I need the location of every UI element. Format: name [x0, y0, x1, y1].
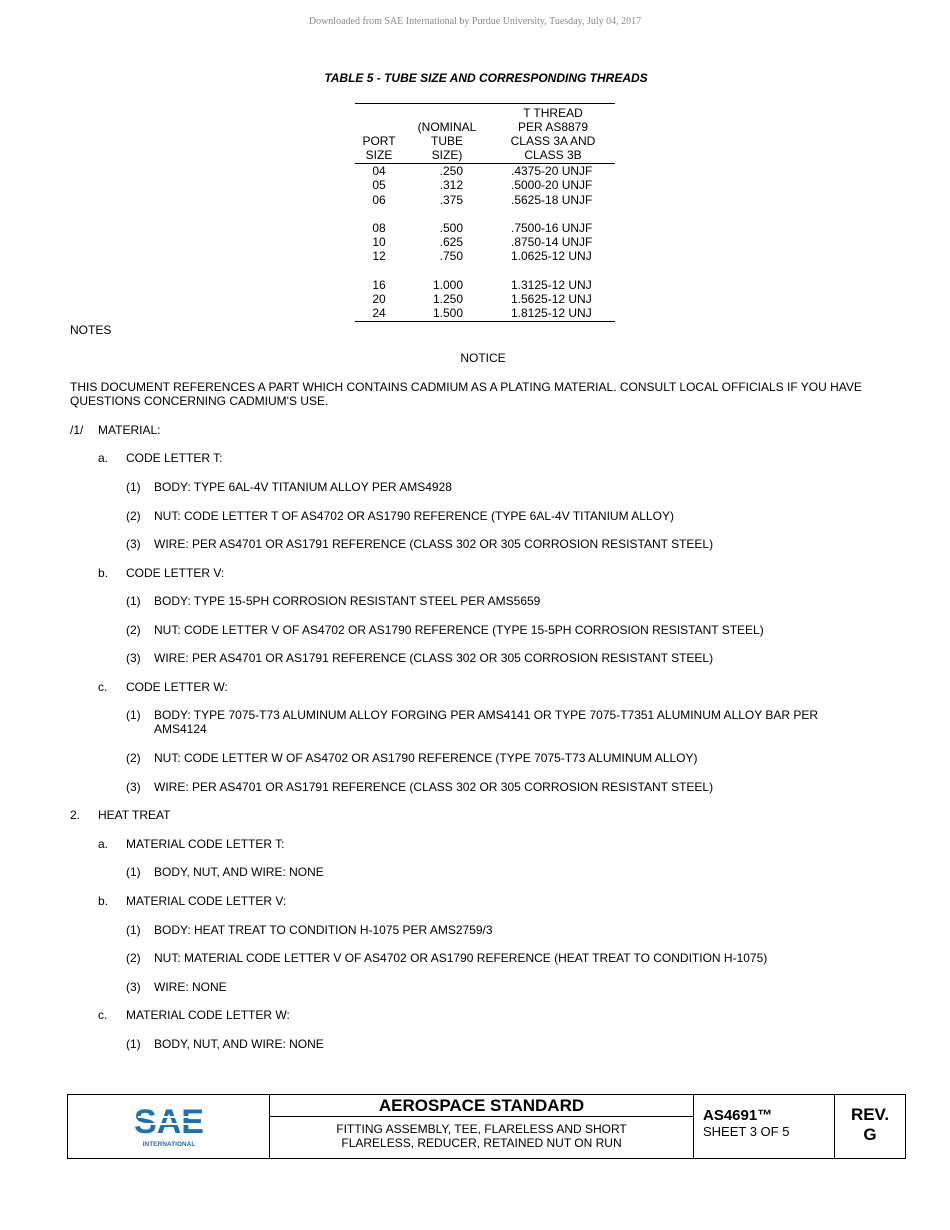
item-number: (3) [126, 980, 141, 994]
table-row [355, 164, 615, 179]
revision-cell [835, 1095, 905, 1158]
subsection-letter: a. [98, 451, 109, 465]
revision-value: G [863, 1125, 877, 1144]
subsection-title: MATERIAL CODE LETTER V: [126, 894, 287, 908]
subsection-letter: c. [98, 680, 108, 694]
item-number: (1) [126, 594, 141, 608]
header-thread: T THREAD PER AS8879 CLASS 3A AND CLASS 3B [491, 104, 615, 164]
item-text: BODY, NUT, AND WIRE: NONE [154, 865, 324, 879]
subsection-title: MATERIAL CODE LETTER T: [126, 837, 285, 851]
sheet-number: SHEET 3 OF 5 [703, 1124, 790, 1139]
subsection-title: MATERIAL CODE LETTER W: [126, 1008, 290, 1022]
item-number: (2) [126, 623, 141, 637]
section-title-heat-treat: HEAT TREAT [98, 808, 171, 822]
cell-port: 10 [372, 235, 386, 250]
item-number: (3) [126, 537, 141, 551]
cell-port: 16 [372, 277, 386, 292]
cell-port: 12 [372, 249, 386, 264]
cell-port: 20 [372, 292, 386, 307]
cell-port: 06 [372, 192, 386, 207]
item-text: WIRE: NONE [154, 980, 227, 994]
item-number: (2) [126, 751, 141, 765]
subsection-letter: b. [98, 894, 109, 908]
item-text: BODY, NUT, AND WIRE: NONE [154, 1037, 324, 1051]
cell-nominal: .250 [439, 164, 463, 178]
table-row [355, 235, 615, 249]
sae-logo-mark [68, 1095, 270, 1158]
section-title-material: MATERIAL: [98, 423, 161, 437]
subsection-title: CODE LETTER V: [126, 566, 225, 580]
table-row [355, 249, 615, 263]
svg-text:INTERNATIONAL: INTERNATIONAL [142, 1141, 196, 1148]
item-text: BODY: TYPE 6AL-4V TITANIUM ALLOY PER AMS4928 [154, 480, 452, 494]
cell-thread: .8750-14 UNJF [511, 235, 593, 250]
header-port-size: PORT SIZE [355, 104, 403, 164]
item-text: WIRE: PER AS4701 OR AS1791 REFERENCE (CLASS 302 OR 305 CORROSION RESISTANT STEEL) [154, 651, 714, 665]
table-row [355, 292, 615, 306]
cell-nominal: .312 [439, 178, 463, 193]
svg-text:SAE: SAE [134, 1103, 204, 1141]
cell-thread: 1.5625-12 UNJ [511, 292, 592, 307]
item-number: (1) [126, 708, 141, 722]
item-number: (1) [126, 1037, 141, 1051]
table-row [355, 264, 615, 292]
item-number: (1) [126, 923, 141, 937]
cell-nominal: .750 [439, 249, 463, 264]
title-block [67, 1094, 906, 1159]
standard-title: AEROSPACE STANDARD [270, 1095, 693, 1117]
item-text: BODY: HEAT TREAT TO CONDITION H-1075 PER AMS2759/3 [154, 923, 493, 937]
item-number: (1) [126, 480, 141, 494]
revision-label: REV. [850, 1105, 890, 1124]
item-text: WIRE: PER AS4701 OR AS1791 REFERENCE (CLASS 302 OR 305 CORROSION RESISTANT STEEL) [154, 537, 714, 551]
section-number: /1/ [70, 423, 84, 437]
notes-label: NOTES [70, 323, 112, 337]
sae-logo [68, 1095, 270, 1158]
download-watermark: Downloaded from SAE International by Purdue University, Tuesday, July 04, 2017 [308, 16, 642, 27]
item-text: NUT: MATERIAL CODE LETTER V OF AS4702 OR AS1790 REFERENCE (HEAT TREAT TO CONDITION H-1075) [154, 951, 768, 965]
item-text: BODY: TYPE 7075-T73 ALUMINUM ALLOY FORGING PER AMS4141 OR TYPE 7075-T7351 ALUMINUM ALLOY BAR PER AMS4124 [154, 708, 819, 736]
subsection-title: CODE LETTER T: [126, 451, 223, 465]
item-text: NUT: CODE LETTER T OF AS4702 OR AS1790 REFERENCE (TYPE 6AL-4V TITANIUM ALLOY) [154, 509, 674, 523]
notice-heading: NOTICE [460, 351, 506, 365]
item-number: (3) [126, 651, 141, 665]
table-row [355, 207, 615, 235]
document-subtitle: FITTING ASSEMBLY, TEE, FLARELESS AND SHORT FLARELESS, REDUCER, RETAINED NUT ON RUN [336, 1122, 627, 1150]
cell-nominal: .625 [439, 235, 463, 250]
subsection-letter: b. [98, 566, 109, 580]
table-title: TABLE 5 - TUBE SIZE AND CORRESPONDING THREADS [324, 71, 648, 85]
item-number: (2) [126, 509, 141, 523]
header-nominal-tube-size: (NOMINAL TUBE SIZE) [403, 104, 491, 164]
cell-nominal: .375 [439, 192, 463, 207]
item-number: (2) [126, 951, 141, 965]
item-text: BODY: TYPE 15-5PH CORROSION RESISTANT STEEL PER AMS5659 [154, 594, 541, 608]
item-text: NUT: CODE LETTER V OF AS4702 OR AS1790 REFERENCE (TYPE 15-5PH CORROSION RESISTANT STEEL) [154, 623, 764, 637]
notice-text: THIS DOCUMENT REFERENCES A PART WHICH CONTAINS CADMIUM AS A PLATING MATERIAL. CONSULT LOCAL OFFICIALS IF YOU HAVE QUESTIONS CONCERNING CADMIUM'S USE. [70, 380, 862, 408]
cell-port: 05 [372, 178, 386, 193]
document-number: AS4691™ [703, 1107, 773, 1124]
item-number: (3) [126, 780, 141, 794]
cell-thread: 1.0625-12 UNJ [511, 249, 592, 264]
cell-port: 04 [372, 164, 386, 178]
item-number: (1) [126, 865, 141, 879]
cell-thread: 1.3125-12 UNJ [511, 277, 592, 292]
cell-thread: .5625-18 UNJF [511, 192, 593, 207]
cell-thread: 1.8125-12 UNJ [511, 306, 592, 321]
cell-nominal: 1.000 [432, 277, 463, 292]
table-row [355, 193, 615, 207]
table-row [355, 178, 615, 192]
cell-nominal: .500 [439, 220, 463, 235]
subsection-letter: c. [98, 1008, 108, 1022]
cell-thread: .5000-20 UNJF [511, 178, 593, 193]
section-number: 2. [70, 808, 81, 822]
cell-port: 08 [372, 220, 386, 235]
cell-port: 24 [372, 306, 386, 321]
subsection-title: CODE LETTER W: [126, 680, 228, 694]
item-text: WIRE: PER AS4701 OR AS1791 REFERENCE (CLASS 302 OR 305 CORROSION RESISTANT STEEL) [154, 780, 714, 794]
document-number-cell [694, 1095, 835, 1158]
title-cell [270, 1095, 694, 1158]
subsection-letter: a. [98, 837, 109, 851]
tube-size-table [355, 103, 615, 322]
cell-nominal: 1.250 [432, 292, 463, 307]
cell-nominal: 1.500 [432, 306, 463, 321]
cell-thread: .7500-16 UNJF [511, 220, 593, 235]
item-text: NUT: CODE LETTER W OF AS4702 OR AS1790 REFERENCE (TYPE 7075-T73 ALUMINUM ALLOY) [154, 751, 698, 765]
table-row [355, 306, 615, 321]
cell-thread: .4375-20 UNJF [511, 164, 593, 178]
